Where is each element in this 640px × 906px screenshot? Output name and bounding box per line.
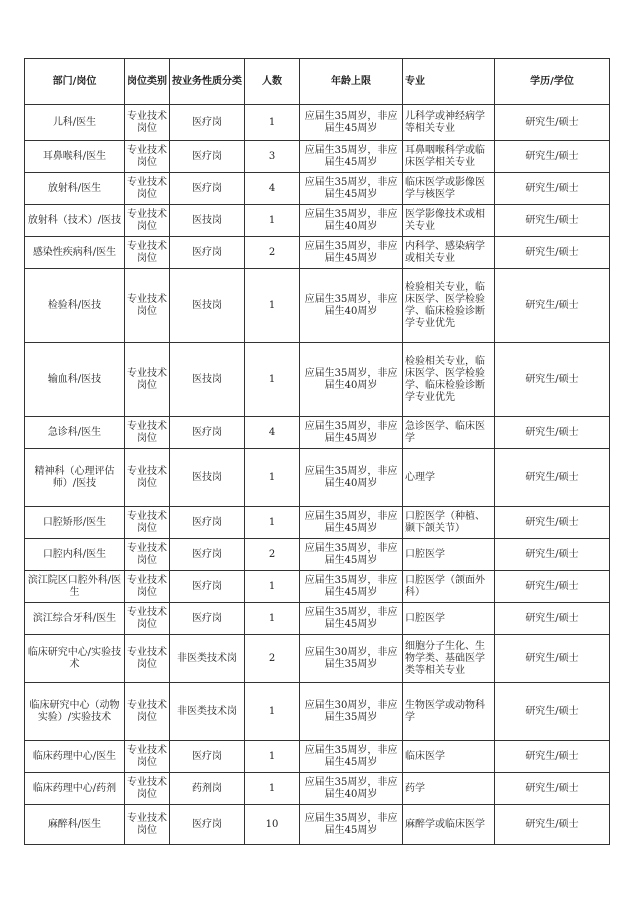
cell-nature: 非医类技术岗 (170, 683, 245, 741)
cell-category: 专业技术岗位 (125, 683, 170, 741)
cell-nature: 医技岗 (170, 205, 245, 237)
cell-degree: 研究生/硕士 (495, 237, 610, 269)
cell-major: 内科学、感染病学或相关专业 (403, 237, 495, 269)
header-age: 年龄上限 (300, 59, 403, 105)
cell-dept: 滨江院区口腔外科/医生 (25, 571, 125, 603)
table-row (25, 141, 610, 173)
table-row (25, 417, 610, 449)
cell-category: 专业技术岗位 (125, 269, 170, 343)
cell-dept: 临床研究中心（动物实验）/实验技术 (25, 683, 125, 741)
cell-nature: 医疗岗 (170, 105, 245, 141)
cell-category: 专业技术岗位 (125, 343, 170, 417)
cell-category: 专业技术岗位 (125, 635, 170, 683)
cell-nature: 医技岗 (170, 269, 245, 343)
table-row (25, 683, 610, 741)
cell-nature: 医疗岗 (170, 539, 245, 571)
cell-nature: 医疗岗 (170, 571, 245, 603)
cell-count: 2 (245, 539, 300, 571)
header-degree: 学历/学位 (495, 59, 610, 105)
header-nature: 按业务性质分类 (170, 59, 245, 105)
cell-age: 应届生35周岁，非应届生40周岁 (300, 449, 403, 507)
cell-major: 药学 (403, 773, 495, 805)
cell-degree: 研究生/硕士 (495, 805, 610, 845)
cell-nature: 医疗岗 (170, 141, 245, 173)
cell-dept: 急诊科/医生 (25, 417, 125, 449)
cell-dept: 耳鼻喉科/医生 (25, 141, 125, 173)
cell-count: 1 (245, 571, 300, 603)
cell-count: 1 (245, 603, 300, 635)
table-row (25, 603, 610, 635)
cell-count: 1 (245, 343, 300, 417)
cell-age: 应届生35周岁，非应届生45周岁 (300, 741, 403, 773)
cell-major: 急诊医学、临床医学 (403, 417, 495, 449)
cell-major: 临床医学或影像医学与核医学 (403, 173, 495, 205)
header-count: 人数 (245, 59, 300, 105)
table-row (25, 205, 610, 237)
cell-category: 专业技术岗位 (125, 141, 170, 173)
cell-degree: 研究生/硕士 (495, 173, 610, 205)
cell-age: 应届生30周岁，非应届生35周岁 (300, 635, 403, 683)
cell-age: 应届生35周岁，非应届生45周岁 (300, 105, 403, 141)
cell-age: 应届生35周岁，非应届生45周岁 (300, 507, 403, 539)
table-row (25, 635, 610, 683)
header-row (25, 59, 610, 105)
cell-count: 2 (245, 635, 300, 683)
table-row (25, 173, 610, 205)
cell-major: 临床医学 (403, 741, 495, 773)
cell-major: 检验相关专业，临床医学、医学检验学、临床检验诊断学专业优先 (403, 269, 495, 343)
cell-dept: 精神科（心理评估师）/医技 (25, 449, 125, 507)
cell-dept: 输血科/医技 (25, 343, 125, 417)
cell-nature: 医疗岗 (170, 603, 245, 635)
cell-degree: 研究生/硕士 (495, 141, 610, 173)
cell-count: 1 (245, 269, 300, 343)
cell-age: 应届生30周岁，非应届生35周岁 (300, 683, 403, 741)
cell-count: 1 (245, 773, 300, 805)
cell-category: 专业技术岗位 (125, 507, 170, 539)
cell-count: 1 (245, 683, 300, 741)
cell-major: 医学影像技术或相关专业 (403, 205, 495, 237)
cell-count: 4 (245, 417, 300, 449)
cell-major: 口腔医学 (403, 539, 495, 571)
cell-nature: 医疗岗 (170, 741, 245, 773)
cell-dept: 放射科（技术）/医技 (25, 205, 125, 237)
cell-count: 4 (245, 173, 300, 205)
table-row (25, 805, 610, 845)
cell-category: 专业技术岗位 (125, 741, 170, 773)
cell-major: 生物医学或动物科学 (403, 683, 495, 741)
table-row (25, 741, 610, 773)
cell-category: 专业技术岗位 (125, 449, 170, 507)
cell-nature: 药剂岗 (170, 773, 245, 805)
cell-degree: 研究生/硕士 (495, 343, 610, 417)
cell-count: 10 (245, 805, 300, 845)
cell-category: 专业技术岗位 (125, 237, 170, 269)
cell-age: 应届生35周岁，非应届生45周岁 (300, 417, 403, 449)
cell-age: 应届生35周岁，非应届生45周岁 (300, 141, 403, 173)
cell-dept: 口腔内科/医生 (25, 539, 125, 571)
cell-nature: 医疗岗 (170, 507, 245, 539)
header-major: 专业 (403, 59, 495, 105)
cell-nature: 医疗岗 (170, 417, 245, 449)
cell-major: 耳鼻咽喉科学或临床医学相关专业 (403, 141, 495, 173)
cell-category: 专业技术岗位 (125, 539, 170, 571)
cell-dept: 放射科/医生 (25, 173, 125, 205)
cell-major: 儿科学或神经病学等相关专业 (403, 105, 495, 141)
cell-category: 专业技术岗位 (125, 173, 170, 205)
cell-degree: 研究生/硕士 (495, 539, 610, 571)
table-row (25, 507, 610, 539)
cell-age: 应届生35周岁，非应届生45周岁 (300, 237, 403, 269)
cell-degree: 研究生/硕士 (495, 773, 610, 805)
cell-nature: 医疗岗 (170, 237, 245, 269)
cell-degree: 研究生/硕士 (495, 417, 610, 449)
cell-major: 细胞分子生化、生物学类、基础医学类等相关专业 (403, 635, 495, 683)
table-row (25, 773, 610, 805)
recruitment-table (24, 58, 610, 845)
cell-dept: 口腔矫形/医生 (25, 507, 125, 539)
cell-dept: 临床药理中心/药剂 (25, 773, 125, 805)
cell-category: 专业技术岗位 (125, 417, 170, 449)
cell-count: 1 (245, 741, 300, 773)
cell-category: 专业技术岗位 (125, 805, 170, 845)
cell-age: 应届生35周岁，非应届生45周岁 (300, 603, 403, 635)
cell-degree: 研究生/硕士 (495, 741, 610, 773)
table-row (25, 571, 610, 603)
cell-nature: 医疗岗 (170, 805, 245, 845)
cell-nature: 医疗岗 (170, 173, 245, 205)
cell-degree: 研究生/硕士 (495, 603, 610, 635)
table-row (25, 539, 610, 571)
cell-dept: 儿科/医生 (25, 105, 125, 141)
cell-count: 1 (245, 205, 300, 237)
cell-count: 1 (245, 507, 300, 539)
cell-degree: 研究生/硕士 (495, 683, 610, 741)
cell-degree: 研究生/硕士 (495, 269, 610, 343)
cell-degree: 研究生/硕士 (495, 571, 610, 603)
cell-major: 检验相关专业，临床医学、医学检验学、临床检验诊断学专业优先 (403, 343, 495, 417)
cell-age: 应届生35周岁，非应届生40周岁 (300, 343, 403, 417)
cell-major: 口腔医学（种植、颞下颌关节） (403, 507, 495, 539)
cell-degree: 研究生/硕士 (495, 507, 610, 539)
cell-count: 2 (245, 237, 300, 269)
cell-nature: 非医类技术岗 (170, 635, 245, 683)
table-body (25, 105, 610, 845)
cell-dept: 麻醉科/医生 (25, 805, 125, 845)
cell-age: 应届生35周岁，非应届生45周岁 (300, 173, 403, 205)
table-row (25, 449, 610, 507)
cell-major: 麻醉学或临床医学 (403, 805, 495, 845)
cell-dept: 滨江综合牙科/医生 (25, 603, 125, 635)
table-row (25, 105, 610, 141)
cell-category: 专业技术岗位 (125, 105, 170, 141)
cell-degree: 研究生/硕士 (495, 449, 610, 507)
cell-dept: 临床研究中心/实验技术 (25, 635, 125, 683)
table-row (25, 237, 610, 269)
cell-category: 专业技术岗位 (125, 603, 170, 635)
cell-count: 1 (245, 105, 300, 141)
cell-dept: 检验科/医技 (25, 269, 125, 343)
cell-category: 专业技术岗位 (125, 205, 170, 237)
cell-degree: 研究生/硕士 (495, 205, 610, 237)
cell-count: 3 (245, 141, 300, 173)
cell-age: 应届生35周岁，非应届生40周岁 (300, 205, 403, 237)
header-category: 岗位类别 (125, 59, 170, 105)
table-row (25, 269, 610, 343)
cell-major: 口腔医学 (403, 603, 495, 635)
cell-major: 心理学 (403, 449, 495, 507)
cell-degree: 研究生/硕士 (495, 105, 610, 141)
table-row (25, 343, 610, 417)
cell-age: 应届生35周岁，非应届生40周岁 (300, 269, 403, 343)
cell-age: 应届生35周岁，非应届生45周岁 (300, 571, 403, 603)
cell-dept: 感染性疾病科/医生 (25, 237, 125, 269)
cell-count: 1 (245, 449, 300, 507)
header-dept: 部门/岗位 (25, 59, 125, 105)
cell-major: 口腔医学（颌面外科） (403, 571, 495, 603)
cell-age: 应届生35周岁，非应届生45周岁 (300, 805, 403, 845)
cell-category: 专业技术岗位 (125, 571, 170, 603)
cell-category: 专业技术岗位 (125, 773, 170, 805)
cell-age: 应届生35周岁，非应届生40周岁 (300, 773, 403, 805)
cell-degree: 研究生/硕士 (495, 635, 610, 683)
cell-dept: 临床药理中心/医生 (25, 741, 125, 773)
cell-age: 应届生35周岁，非应届生45周岁 (300, 539, 403, 571)
cell-nature: 医技岗 (170, 449, 245, 507)
cell-nature: 医技岗 (170, 343, 245, 417)
